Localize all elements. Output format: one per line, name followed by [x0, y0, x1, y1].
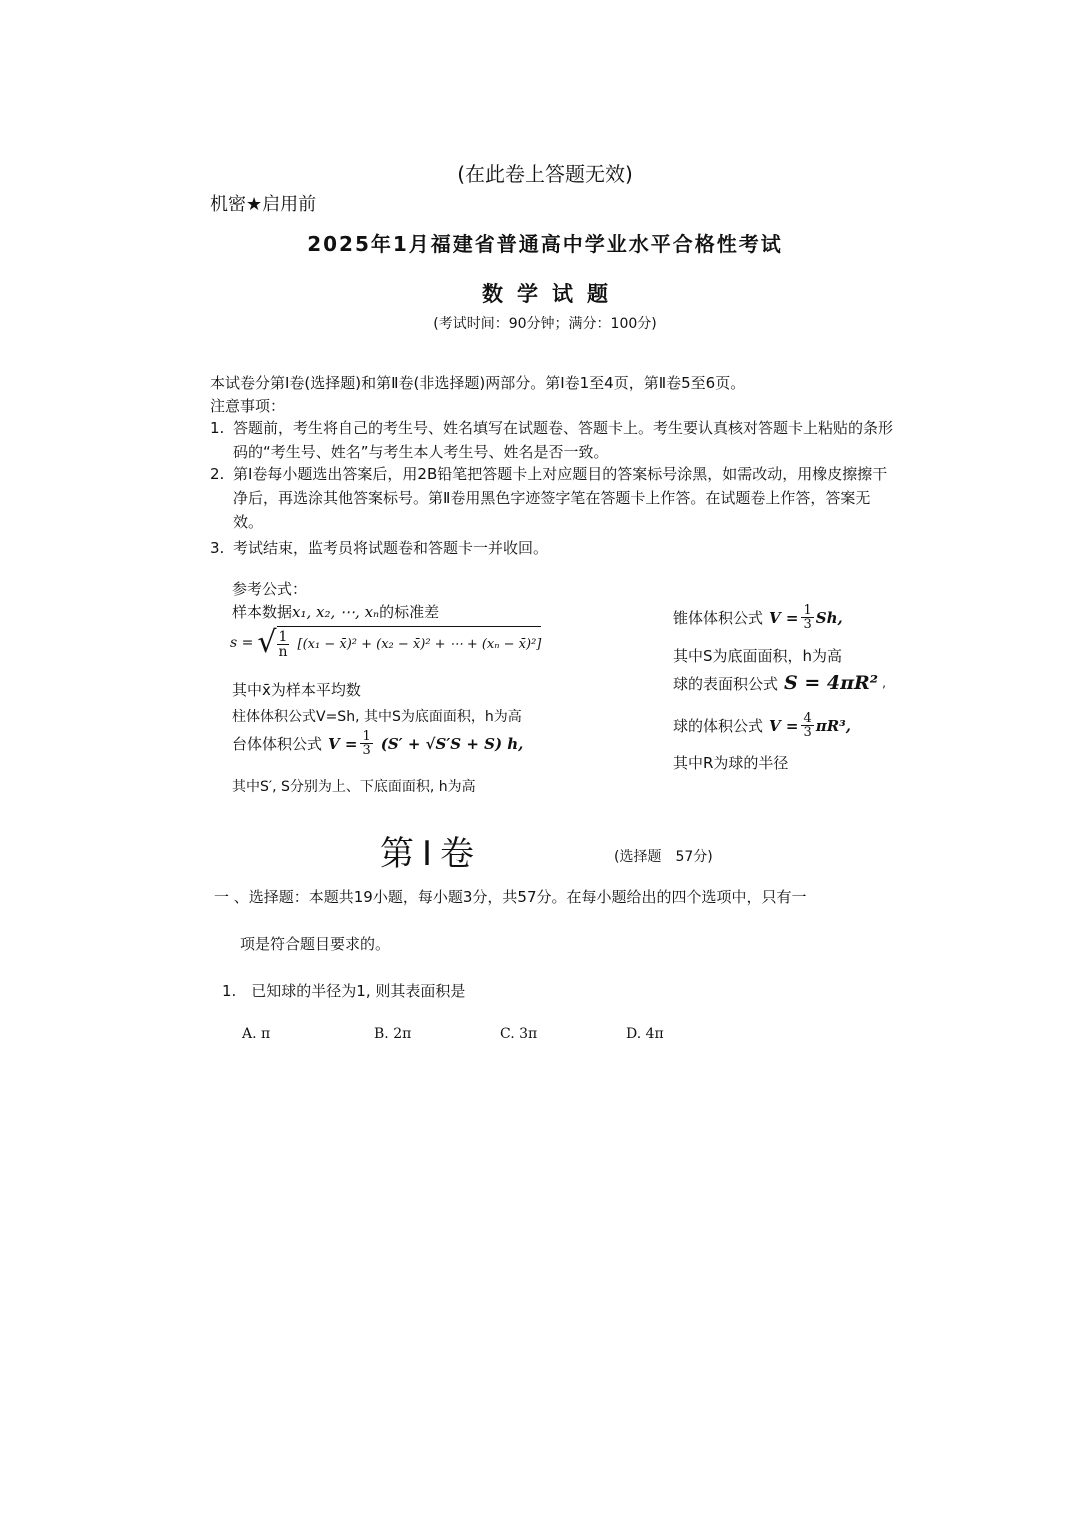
instructions-intro: 本试卷分第Ⅰ卷(选择题)和第Ⅱ卷(非选择题)两部分。第Ⅰ卷1至4页，第Ⅱ卷5至6页。: [210, 374, 746, 392]
instruction-number: 1.: [210, 419, 225, 437]
option-a: A. π: [242, 1026, 271, 1042]
formula-heading: 参考公式：: [232, 580, 308, 598]
part1-info: (选择题 57分): [614, 849, 713, 865]
subject-title: 数学试题: [482, 282, 622, 306]
sphere-volume-lhs: V =: [769, 716, 799, 735]
std-dev-body: [(x₁ − x̄)² + (x₂ − x̄)² + ⋯ + (xₙ − x̄)²]: [297, 637, 542, 652]
frustum-lhs: V =: [328, 734, 358, 753]
cone-label: 锥体体积公式: [673, 609, 764, 627]
sqrt-sign-icon: √: [257, 624, 277, 660]
frustum-numerator: 1: [362, 729, 371, 744]
exam-time-info: (考试时间：90分钟；满分：100分): [433, 316, 657, 332]
std-dev-label-post: 的标准差: [379, 603, 440, 621]
instruction-number: 2.: [210, 465, 225, 483]
sphere-area-end: ,: [882, 676, 886, 690]
std-dev-label-pre: 样本数据: [232, 603, 293, 621]
frustum-body: (S′ + √S′S + S) h,: [380, 734, 524, 753]
instruction-text: 考试结束，监考员将试题卷和答题卡一并收回。: [233, 539, 549, 557]
sqrt-radicand: [277, 626, 542, 659]
instruction-item-2: [210, 462, 900, 534]
instruction-item-1: [210, 416, 900, 464]
sphere-area-label: 球的表面积公式: [673, 674, 779, 693]
option-b: B. 2π: [374, 1026, 412, 1042]
std-dev-fraction: [277, 630, 290, 659]
frustum-note: 其中S′, S分别为上、下底面面积, h为高: [232, 779, 476, 795]
std-dev-variables: x₁, x₂, ⋯, xₙ: [292, 603, 380, 621]
attention-heading: 注意事项：: [210, 397, 286, 415]
sphere-volume-note: 其中R为球的半径: [673, 754, 789, 772]
sphere-area-expression: S = 4πR²: [784, 672, 879, 694]
frustum-volume-formula: [232, 730, 523, 757]
instruction-item-3: [210, 536, 900, 560]
sphere-volume-formula: [673, 712, 851, 739]
sphere-volume-body: πR³,: [815, 716, 851, 735]
section-heading-line2: 项是符合题目要求的。: [240, 935, 391, 953]
cone-numerator: 1: [803, 603, 812, 618]
part1-title: 第Ⅰ卷: [380, 834, 483, 874]
sphere-volume-numerator: 4: [803, 711, 812, 726]
std-dev-lhs: s =: [230, 634, 254, 651]
prism-volume-formula: 柱体体积公式V=Sh, 其中S为底面面积，h为高: [232, 709, 522, 725]
mean-note: 其中x̄为样本平均数: [232, 681, 361, 699]
std-dev-numerator: 1: [278, 629, 288, 645]
frustum-fraction: [360, 730, 372, 757]
sphere-volume-denominator: 3: [803, 725, 812, 740]
cone-body: Sh,: [815, 608, 843, 627]
sphere-area-formula: [673, 672, 886, 694]
frustum-denominator: 3: [362, 743, 371, 758]
std-dev-label: [232, 601, 439, 622]
invalid-answer-note: (在此卷上答题无效): [457, 162, 633, 186]
exam-title: 2025年1月福建省普通高中学业水平合格性考试: [307, 232, 783, 256]
question-1: 1. 已知球的半径为1, 则其表面积是: [222, 982, 466, 1000]
secret-label: 机密★启用前: [210, 194, 317, 215]
std-dev-denominator: n: [278, 644, 288, 660]
option-d: D. 4π: [626, 1026, 664, 1042]
cone-volume-formula: [673, 604, 843, 631]
std-dev-formula: [230, 626, 541, 659]
sphere-volume-fraction: [801, 712, 813, 739]
cone-lhs: V =: [769, 608, 799, 627]
cone-note: 其中S为底面面积，h为高: [673, 647, 843, 665]
sphere-volume-label: 球的体积公式: [673, 717, 764, 735]
instruction-text: 第Ⅰ卷每小题选出答案后，用2B铅笔把答题卡上对应题目的答案标号涂黑，如需改动，用橡皮擦擦干净后，再选涂其他答案标号。第Ⅱ卷用黑色字迹签字笔在答题卡上作答。在试题卷上作答，答案无效。: [233, 465, 888, 531]
cone-fraction: [801, 604, 813, 631]
section-heading-line1: 一 、选择题：本题共19小题，每小题3分，共57分。在每小题给出的四个选项中，只有一: [214, 888, 807, 906]
instruction-text: 答题前，考生将自己的考生号、姓名填写在试题卷、答题卡上。考生要认真核对答题卡上粘贴的条形码的“考生号、姓名”与考生本人考生号、姓名是否一致。: [233, 419, 894, 461]
option-c: C. 3π: [500, 1026, 538, 1042]
frustum-label: 台体体积公式: [232, 735, 323, 753]
cone-denominator: 3: [803, 617, 812, 632]
instruction-number: 3.: [210, 539, 225, 557]
